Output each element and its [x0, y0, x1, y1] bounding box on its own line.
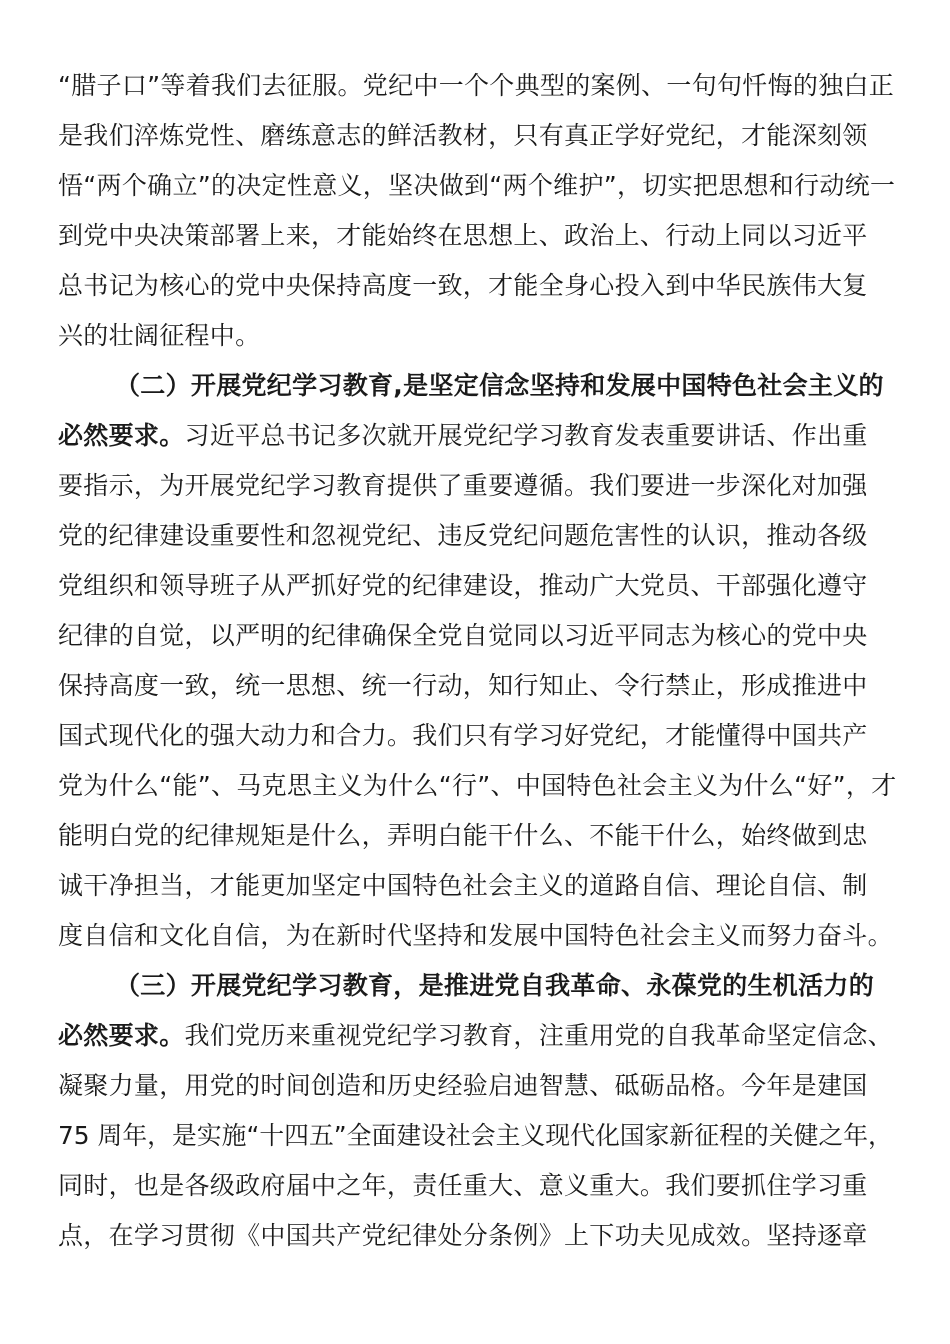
paragraph-1-line-3: 悟“两个确立”的决定性意义，坚决做到“两个维护”，切实把思想和行动统一 [58, 171, 896, 200]
paragraph-2-line-5: 党组织和领导班子从严抓好党的纪律建设，推动广大党员、干部强化遵守 [58, 571, 868, 600]
paragraph-2-line-9: 党为什么“能”、马克思主义为什么“行”、中国特色社会主义为什么“好”，才 [58, 771, 897, 800]
paragraph-2-line-6: 纪律的自觉，以严明的纪律确保全党自觉同以习近平同志为核心的党中央 [58, 621, 868, 650]
paragraph-1-line-1: “腊子口”等着我们去征服。党纪中一个个典型的案例、一句句忏悔的独白正 [58, 71, 895, 100]
paragraph-3-line-3: 凝聚力量，用党的时间创造和历史经验启迪智慧、砥砺品格。今年是建国 [58, 1071, 868, 1100]
paragraph-2-line-12: 度自信和文化自信，为在新时代坚持和发展中国特色社会主义而努力奋斗。 [58, 921, 893, 950]
paragraph-1-line-2: 是我们淬炼党性、磨练意志的鲜活教材，只有真正学好党纪，才能深刻领 [58, 121, 868, 150]
paragraph-2-line-4: 党的纪律建设重要性和忽视党纪、违反党纪问题危害性的认识，推动各级 [58, 521, 868, 550]
paragraph-2-line-3: 要指示，为开展党纪学习教育提供了重要遵循。我们要进一步深化对加强 [58, 471, 868, 500]
paragraph-3-line-5: 同时，也是各级政府届中之年，责任重大、意义重大。我们要抓住学习重 [58, 1171, 868, 1200]
paragraph-3-line-2 [58, 1016, 898, 1056]
paragraph-2-line-10: 能明白党的纪律规矩是什么，弄明白能干什么、不能干什么，始终做到忠 [58, 821, 868, 850]
paragraph-3-line-2-text: 我们党历来重视党纪学习教育，注重用党的自我革命坚定信念、 [184, 1021, 893, 1050]
paragraph-3-line-6: 点，在学习贯彻《中国共产党纪律处分条例》上下功夫见成效。坚持逐章 [58, 1221, 868, 1250]
paragraph-1-line-5: 总书记为核心的党中央保持高度一致，才能全身心投入到中华民族伟大复 [58, 271, 868, 300]
paragraph-2-heading: （二）开展党纪学习教育,是坚定信念坚持和发展中国特色社会主义的 [115, 371, 884, 400]
paragraph-1-line-4: 到党中央决策部署上来，才能始终在思想上、政治上、行动上同以习近平 [58, 221, 868, 250]
paragraph-2-line-2 [58, 416, 898, 456]
paragraph-2-line-8: 国式现代化的强大动力和合力。我们只有学习好党纪，才能懂得中国共产 [58, 721, 868, 750]
paragraph-2-heading-end: 必然要求。 [58, 421, 185, 450]
paragraph-2-line-11: 诚干净担当，才能更加坚定中国特色社会主义的道路自信、理论自信、制 [58, 871, 868, 900]
paragraph-2-line-7: 保持高度一致，统一思想、统一行动，知行知止、令行禁止，形成推进中 [58, 671, 868, 700]
paragraph-3-line-4: 75 周年，是实施“十四五”全面建设社会主义现代化国家新征程的关健之年， [58, 1121, 893, 1150]
paragraph-3-heading-end: 必然要求。 [58, 1021, 185, 1050]
paragraph-3-heading: （三）开展党纪学习教育，是推进党自我革命、永葆党的生机活力的 [115, 971, 875, 1000]
paragraph-2-line-2-text: 习近平总书记多次就开展党纪学习教育发表重要讲话、作出重 [184, 421, 868, 450]
paragraph-1-line-6: 兴的壮阔征程中。 [58, 321, 261, 350]
